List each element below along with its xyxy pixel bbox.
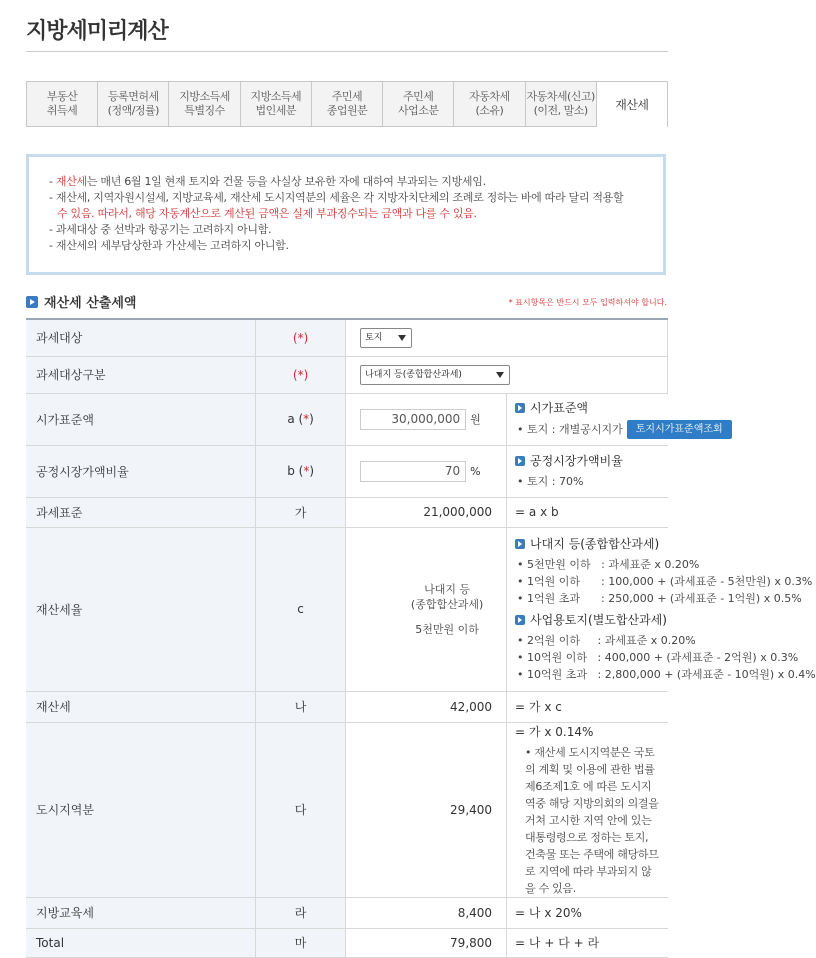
notice-line-5: - 재산세의 세부담상한과 가산세는 고려하지 아니함. bbox=[49, 239, 289, 252]
sym-target-type: (*) bbox=[256, 356, 346, 393]
target-select[interactable]: 토지 bbox=[360, 328, 412, 348]
section-arrow-icon bbox=[26, 296, 38, 308]
row-std-price bbox=[26, 393, 668, 445]
rate-group1-item: • 1억원 이하 : 100,000 + (과세표준 - 5천만원) x 0.3% bbox=[517, 575, 813, 588]
notice-line-1: - 재산세는 매년 6월 1일 현재 토지와 건물 등을 사실상 보유한 자에 대하여 부과되는 지방세임. bbox=[49, 175, 486, 188]
row-property-tax bbox=[26, 691, 668, 722]
tax-rate-selected: 나대지 등 (종합합산과세) 5천만원 이하 bbox=[410, 582, 484, 636]
tab-resident-employee[interactable]: 주민세 종업원분 bbox=[311, 81, 382, 126]
urban-value: 29,400 bbox=[346, 722, 507, 897]
label-tax-base: 과세표준 bbox=[26, 497, 256, 527]
unit-percent: % bbox=[470, 464, 481, 478]
urban-note: • 재산세 도시지역분은 국토의 계획 및 이용에 관한 법률 제6조제1호 에 따른 도시지역중 해당 지방의회의 의결을 거쳐 고시한 지역 안에 있는 대통령령으로 정하는 토지, 건축물 또는 주택에 해당하므로 지역에 따라 부과되지 않을 수 있음. bbox=[525, 745, 659, 895]
edu-tax-formula: = 나 x 20% bbox=[507, 897, 668, 928]
section-title: 재산세 산출세액 bbox=[44, 296, 137, 311]
tax-base-value: 21,000,000 bbox=[346, 497, 507, 527]
target-type-select[interactable]: 나대지 등(종합합산과세) bbox=[360, 365, 510, 385]
label-property-tax: 재산세 bbox=[26, 691, 256, 722]
tab-resident-business[interactable]: 주민세 사업소분 bbox=[382, 81, 453, 126]
sym-property-tax: 나 bbox=[256, 691, 346, 722]
label-total: Total bbox=[26, 928, 256, 957]
chevron-down-icon bbox=[398, 335, 406, 341]
property-tax-formula: = 가 x c bbox=[507, 691, 668, 722]
arrow-icon bbox=[515, 456, 525, 466]
edu-tax-value: 8,400 bbox=[346, 897, 507, 928]
title-divider bbox=[26, 51, 668, 52]
market-ratio-desc-title: 공정시장가액비율 bbox=[530, 454, 623, 468]
tab-local-income-withholding[interactable]: 지방소득세 특별징수 bbox=[168, 81, 239, 126]
tab-vehicle-report[interactable]: 자동차세(신고) (이전, 말소) bbox=[525, 81, 596, 126]
sym-edu-tax: 라 bbox=[256, 897, 346, 928]
calc-table bbox=[26, 318, 816, 958]
rate-group1-title: 나대지 등(종합합산과세) bbox=[530, 537, 660, 551]
std-price-input[interactable]: 30,000,000 bbox=[360, 409, 466, 430]
label-target-type: 과세대상구분 bbox=[26, 356, 256, 393]
rate-group2-title: 사업용토지(별도합산과세) bbox=[530, 613, 667, 627]
tab-real-estate-acquisition[interactable]: 부동산 취득세 bbox=[26, 81, 97, 126]
row-urban bbox=[26, 722, 668, 897]
property-tax-value: 42,000 bbox=[346, 691, 507, 722]
market-ratio-desc-line: • 토지 : 70% bbox=[517, 475, 584, 488]
tab-registration-license[interactable]: 등록면허세 (정액/정률) bbox=[97, 81, 168, 126]
rate-group2-item: • 10억원 초과 : 2,800,000 + (과세표준 - 10억원) x 0.4% bbox=[517, 668, 816, 681]
label-urban: 도시지역분 bbox=[26, 722, 256, 897]
row-target-type bbox=[26, 356, 668, 393]
label-edu-tax: 지방교육세 bbox=[26, 897, 256, 928]
sym-target: (*) bbox=[256, 319, 346, 356]
unit-won: 원 bbox=[470, 412, 481, 426]
page-title: 지방세미리계산 bbox=[26, 19, 168, 44]
required-note: * 표시항목은 반드시 모두 입력하셔야 합니다. bbox=[508, 298, 667, 307]
sym-tax-rate: c bbox=[256, 527, 346, 691]
arrow-icon bbox=[515, 403, 525, 413]
section-header bbox=[26, 292, 136, 311]
rate-group2-item: • 10억원 이하 : 400,000 + (과세표준 - 2억원) x 0.3% bbox=[517, 651, 799, 664]
row-target bbox=[26, 319, 668, 356]
notice-box bbox=[26, 154, 666, 275]
sym-urban: 다 bbox=[256, 722, 346, 897]
tab-property-tax[interactable]: 재산세 bbox=[596, 81, 668, 127]
row-tax-base bbox=[26, 497, 668, 527]
sym-tax-base: 가 bbox=[256, 497, 346, 527]
row-total bbox=[26, 928, 668, 957]
urban-formula: = 가 x 0.14% bbox=[515, 724, 594, 739]
tab-vehicle-ownership[interactable]: 자동차세 (소유) bbox=[453, 81, 524, 126]
sym-total: 마 bbox=[256, 928, 346, 957]
arrow-icon bbox=[515, 539, 525, 549]
label-target: 과세대상 bbox=[26, 319, 256, 356]
sym-std-price: a (*) bbox=[256, 393, 346, 445]
label-tax-rate: 재산세율 bbox=[26, 527, 256, 691]
arrow-icon bbox=[515, 615, 525, 625]
label-std-price: 시가표준액 bbox=[26, 393, 256, 445]
std-price-desc-line: • 토지 : 개별공시지가 bbox=[517, 423, 623, 436]
tax-base-formula: = a x b bbox=[507, 497, 668, 527]
rate-group1-item: • 5천만원 이하 : 과세표준 x 0.20% bbox=[517, 558, 700, 571]
total-formula: = 나 + 다 + 라 bbox=[507, 928, 668, 957]
rate-group2-item: • 2억원 이하 : 과세표준 x 0.20% bbox=[517, 634, 696, 647]
notice-line-4: - 과세대상 중 선박과 항공기는 고려하지 아니함. bbox=[49, 223, 272, 236]
chevron-down-icon bbox=[496, 372, 504, 378]
sym-market-ratio: b (*) bbox=[256, 445, 346, 497]
land-price-lookup-button[interactable]: 토지시가표준액조회 bbox=[627, 420, 732, 439]
std-price-desc-title: 시가표준액 bbox=[530, 401, 589, 415]
rate-group1-item: • 1억원 초과 : 250,000 + (과세표준 - 1억원) x 0.5% bbox=[517, 592, 802, 605]
notice-line-3: 수 있음. 따라서, 해당 자동계산으로 계산된 금액은 실제 부과징수되는 금액과 다를 수 있음. bbox=[57, 207, 477, 220]
notice-line-2: - 재산세, 지역자원시설세, 지방교육세, 재산세 도시지역분의 세율은 각 지방자치단체의 조례로 정하는 바에 따라 달리 적용할 bbox=[49, 191, 624, 204]
row-market-ratio bbox=[26, 445, 668, 497]
total-value: 79,800 bbox=[346, 928, 507, 957]
row-edu-tax bbox=[26, 897, 668, 928]
label-market-ratio: 공정시장가액비율 bbox=[26, 445, 256, 497]
row-tax-rate bbox=[26, 527, 668, 691]
market-ratio-input[interactable]: 70 bbox=[360, 461, 466, 482]
tab-bar bbox=[26, 81, 668, 127]
tab-local-income-corporate[interactable]: 지방소득세 법인세분 bbox=[240, 81, 311, 126]
